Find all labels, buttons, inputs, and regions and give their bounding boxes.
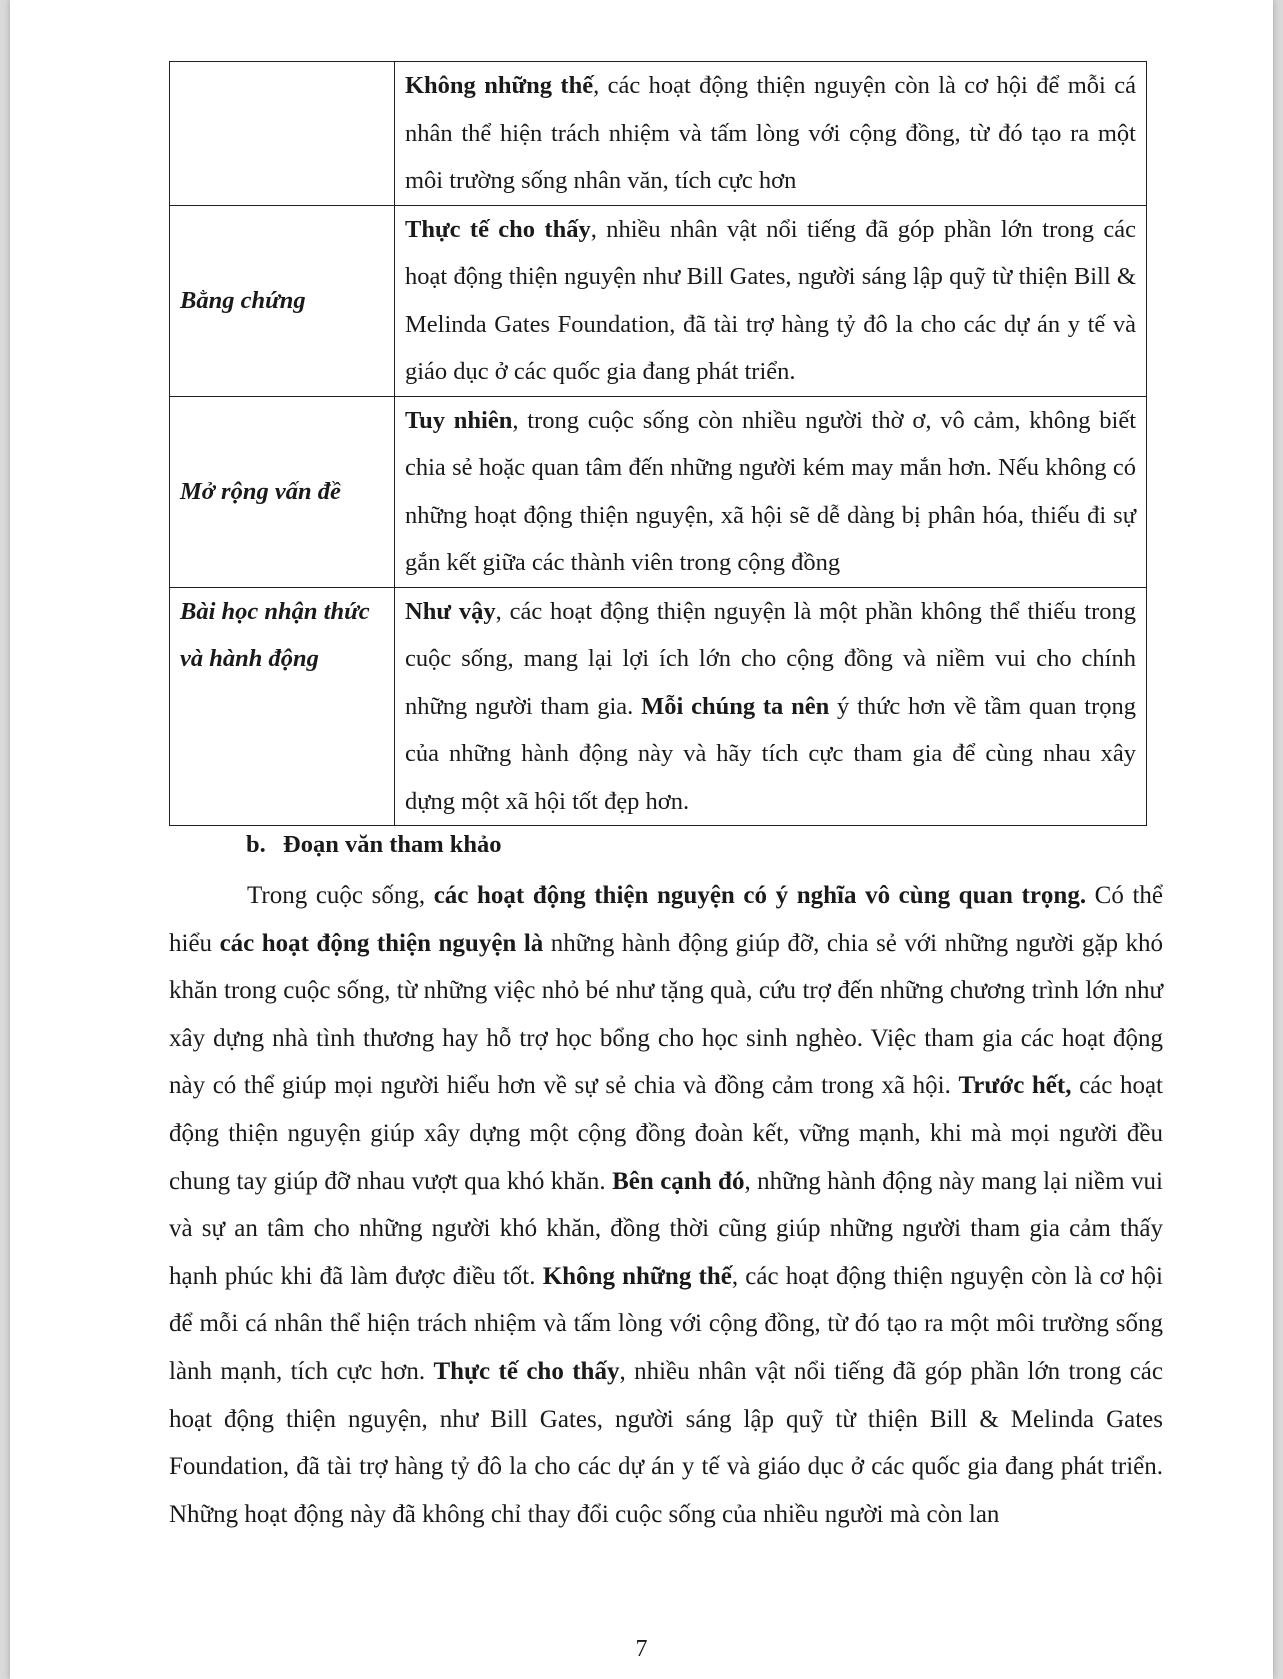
outline-table-body	[170, 62, 1147, 826]
body-text: , nhiều nhân vật nổi tiếng đã góp phần lớn trong các hoạt động thiện nguyện như Bill Gates, người sáng lập quỹ từ thiện Bill & Melinda Gates Foundation, đã tài trợ hàng tỷ đô la cho các dự án y tế và giáo dục ở các quốc gia đang phát triển.	[405, 215, 1136, 385]
body-text: , các hoạt động thiện nguyện là một phần không thể thiếu trong cuộc sống, mang lại lợi ích lớn cho cộng đồng và niềm vui cho chính những người tham gia.	[405, 597, 1136, 720]
table-row	[170, 587, 1147, 826]
emphasis-text: Thực tế cho thấy	[405, 215, 591, 243]
body-text: , nhiều nhân vật nổi tiếng đã góp phần lớn trong các hoạt động thiện nguyện, như Bill Gates, người sáng lập quỹ từ thiện Bill & Melinda Gates Foundation, đã tài trợ hàng tỷ đô la cho các dự án y tế và giáo dục ở các quốc gia đang phát triển. Những hoạt động này đã không chỉ thay đổi cuộc sống của nhiều người mà còn lan	[169, 1357, 1163, 1528]
emphasis-text: Như vậy	[405, 597, 496, 625]
row-content-cell	[395, 62, 1147, 206]
body-text: , những hành động này mang lại niềm vui và sự an tâm cho những người khó khăn, đồng thời cũng giúp những người tham gia cảm thấy hạnh phúc khi đã làm được điều tốt.	[169, 1167, 1163, 1290]
emphasis-text: Thực tế cho thấy	[433, 1357, 620, 1385]
row-label-cell	[170, 396, 395, 587]
emphasis-text: Tuy nhiên	[405, 406, 513, 434]
body-text: ý thức hơn về tầm quan trọng của những hành động này và hãy tích cực tham gia để cùng nhau xây dựng một xã hội tốt đẹp hơn.	[405, 692, 1136, 815]
row-label: Bài học nhận thức và hành động	[180, 597, 370, 672]
row-content	[405, 397, 1136, 587]
body-text: , trong cuộc sống còn nhiều người thờ ơ, vô cảm, không biết chia sẻ hoặc quan tâm đến những người kém may mắn hơn. Nếu không có những hoạt động thiện nguyện, xã hội sẽ dễ dàng bị phân hóa, thiếu đi sự gắn kết giữa các thành viên trong cộng đồng	[405, 406, 1137, 576]
body-text: , các hoạt động thiện nguyện còn là cơ hội để mỗi cá nhân thể hiện trách nhiệm và tấm lòng với cộng đồng, từ đó tạo ra một môi trường sống nhân văn, tích cực hơn	[405, 72, 1136, 194]
emphasis-text: Trước hết,	[958, 1072, 1072, 1100]
body-text: Có thể hiểu	[169, 882, 1163, 957]
document-page	[10, 0, 1273, 1679]
row-content-cell	[395, 587, 1147, 826]
body-text: các hoạt động thiện nguyện giúp xây dựng một cộng đồng đoàn kết, vững mạnh, khi mà mọi người đều chung tay giúp đỡ nhau vượt qua khó khăn.	[169, 1072, 1163, 1195]
table-row	[170, 205, 1147, 396]
row-content	[405, 588, 1136, 826]
table-row	[170, 62, 1147, 206]
body-text: , các hoạt động thiện nguyện còn là cơ hội để mỗi cá nhân thể hiện trách nhiệm và tấm lòng với cộng đồng, từ đó tạo ra một môi trường sống lành mạnh, tích cực hơn.	[169, 1262, 1163, 1385]
table-row	[170, 396, 1147, 587]
body-text: những hành động giúp đỡ, chia sẻ với những người gặp khó khăn trong cuộc sống, từ những việc nhỏ bé như tặng quà, cứu trợ đến những chương trình lớn như xây dựng nhà tình thương hay hỗ trợ học bổng cho học sinh nghèo. Việc tham gia các hoạt động này có thể giúp mọi người hiểu hơn về sự sẻ chia và đồng cảm trong xã hội.	[169, 929, 1163, 1100]
body-text: Trong cuộc sống,	[247, 882, 434, 909]
row-content-cell	[395, 205, 1147, 396]
row-label-cell	[170, 62, 395, 206]
emphasis-text: Mỗi chúng ta nên	[641, 692, 830, 720]
outline-table	[169, 61, 1147, 826]
row-content-cell	[395, 396, 1147, 587]
emphasis-text: Bên cạnh đó	[612, 1167, 745, 1195]
emphasis-text: Không những thế	[542, 1262, 732, 1290]
emphasis-text: các hoạt động thiện nguyện là	[219, 929, 544, 957]
section-heading	[246, 824, 502, 866]
row-content	[405, 206, 1136, 396]
section-title: Đoạn văn tham khảo	[283, 831, 502, 858]
page-number: 7	[635, 1636, 648, 1662]
emphasis-text: các hoạt động thiện nguyện có ý nghĩa vô cùng quan trọng.	[433, 882, 1087, 909]
row-label: Bằng chứng	[180, 286, 306, 314]
row-label-cell	[170, 205, 395, 396]
row-label-cell	[170, 587, 395, 826]
emphasis-text: Không những thế	[405, 72, 594, 99]
reference-paragraph	[169, 872, 1163, 1538]
row-label: Mở rộng vấn đề	[180, 477, 341, 505]
row-content	[405, 62, 1136, 205]
section-number: b.	[246, 831, 266, 858]
